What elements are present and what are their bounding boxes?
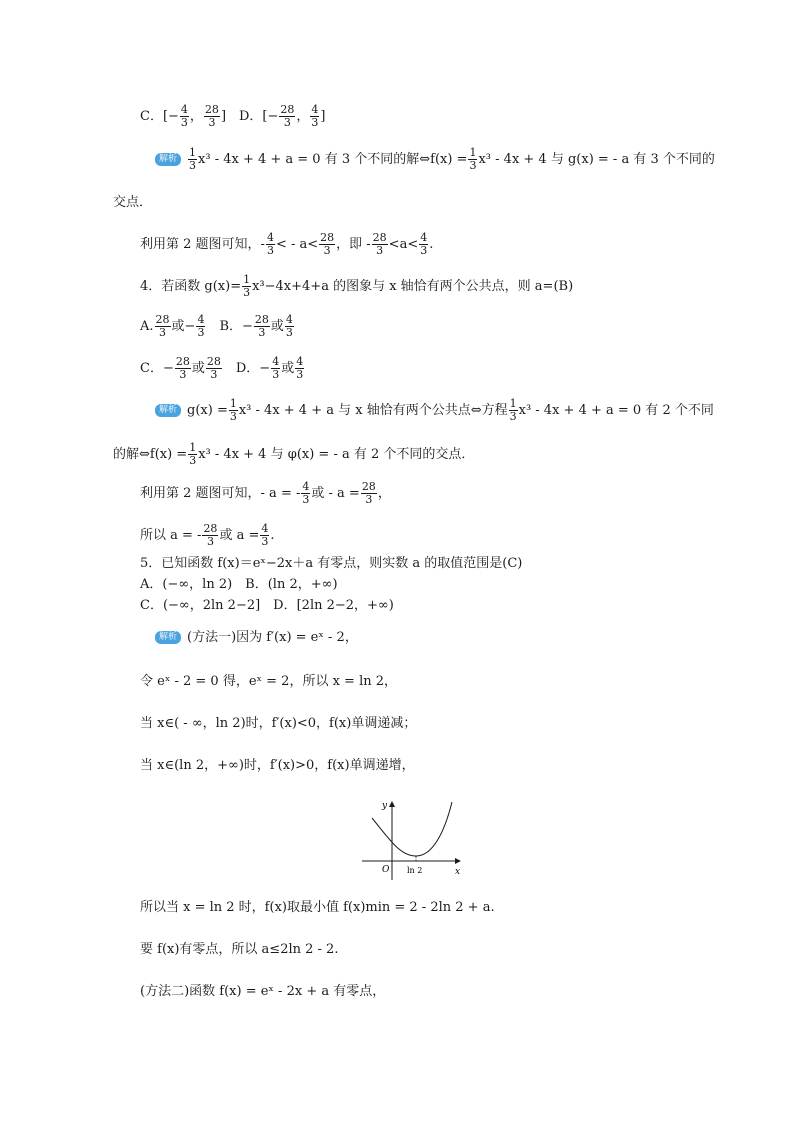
fraction: $\frac{4}{3}$ bbox=[285, 313, 293, 339]
function-graph bbox=[360, 798, 470, 882]
q4-analysis-line4: 所以 a = - $\frac{28}{3}$ 或 a = $\frac{4}{3}$ . bbox=[140, 522, 275, 548]
fraction: $\frac{28}{3}$ bbox=[204, 103, 219, 129]
q5-analysis-line4: 当 x∈(ln 2，+∞)时，f′(x)>0，f(x)单调递增， bbox=[140, 758, 415, 773]
fraction: $\frac{1}{3}$ bbox=[229, 397, 237, 423]
q4-analysis-line3: 利用第 2 题图可知，- a = - $\frac{4}{3}$ 或 - a = $\frac{28}{3}$ ， bbox=[140, 480, 391, 506]
fraction: $\frac{4}{3}$ bbox=[272, 355, 280, 381]
fraction: $\frac{4}{3}$ bbox=[302, 480, 310, 506]
origin-label: O bbox=[382, 865, 390, 875]
analysis-badge: 解析 bbox=[155, 631, 181, 644]
q5-stem: 5．已知函数 f(x)＝eˣ−2x＋a 有零点，则实数 a 的取值范围是(C) bbox=[140, 556, 523, 571]
fraction: $\frac{28}{3}$ bbox=[155, 313, 170, 339]
fraction: $\frac{1}{3}$ bbox=[469, 146, 477, 172]
q5-analysis-line3: 当 x∈( - ∞，ln 2)时，f′(x)<0，f(x)单调递减； bbox=[140, 716, 417, 731]
fraction: $\frac{28}{3}$ bbox=[254, 313, 269, 339]
y-label: y bbox=[382, 801, 388, 811]
fraction: $\frac{1}{3}$ bbox=[189, 146, 197, 172]
fraction: $\frac{4}{3}$ bbox=[420, 231, 428, 257]
fraction: $\frac{28}{3}$ bbox=[175, 355, 190, 381]
q5-analysis-line7: (方法二)函数 f(x) = eˣ - 2x + a 有零点， bbox=[140, 984, 386, 999]
min-label: ln 2 bbox=[407, 866, 423, 875]
q5-options-cd: C．(−∞，2ln 2−2] D．[2ln 2−2，+∞) bbox=[140, 598, 394, 613]
q4-options-cd: C．− $\frac{28}{3}$ 或 $\frac{28}{3}$ D．− $\frac{4}{3}$ 或 $\frac{4}{3}$ bbox=[140, 355, 304, 381]
q3-options: C．[− $\frac{4}{3}$ ， $\frac{28}{3}$ ] D．[− $\frac{28}{3}$ ， $\frac{4}{3}$ ] bbox=[140, 103, 326, 129]
q3-analysis-line3: 利用第 2 题图可知，- $\frac{4}{3}$ < - a< $\frac{28}{3}$ ，即 - $\frac{28}{3}$ <a< $\frac{4}{3}$ . bbox=[140, 231, 434, 257]
x-label: x bbox=[455, 867, 461, 877]
q4-options-ab: A. $\frac{28}{3}$ 或− $\frac{4}{3}$ B．− $\frac{28}{3}$ 或 $\frac{4}{3}$ bbox=[140, 313, 293, 339]
fraction: $\frac{4}{3}$ bbox=[261, 522, 269, 548]
fraction: $\frac{4}{3}$ bbox=[180, 103, 188, 129]
q5-analysis-line5: 所以当 x = ln 2 时，f(x)取最小值 f(x)min = 2 - 2ln 2 + a. bbox=[140, 900, 495, 915]
q4-stem: 4．若函数 g(x)= $\frac{1}{3}$ x³−4x+4+a 的图象与 x 轴恰有两个公共点，则 a=(B) bbox=[140, 273, 574, 299]
q5-analysis-line1: 解析 (方法一)因为 f′(x) = eˣ - 2， bbox=[155, 628, 358, 648]
analysis-badge: 解析 bbox=[155, 404, 181, 417]
fraction: $\frac{28}{3}$ bbox=[280, 103, 295, 129]
fraction: $\frac{28}{3}$ bbox=[203, 522, 218, 548]
fraction: $\frac{28}{3}$ bbox=[206, 355, 221, 381]
q4-analysis-line2: 的解⇔f(x) = $\frac{1}{3}$ x³ - 4x + 4 与 φ(x) = - a 有 2 个不同的交点． bbox=[113, 441, 475, 467]
fraction: $\frac{28}{3}$ bbox=[372, 231, 387, 257]
q3-analysis-line2: 交点． bbox=[113, 195, 153, 210]
fraction: $\frac{4}{3}$ bbox=[311, 103, 319, 129]
q5-analysis-line6: 要 f(x)有零点，所以 a≤2ln 2 - 2. bbox=[140, 942, 339, 957]
fraction: $\frac{1}{3}$ bbox=[243, 273, 251, 299]
fraction: $\frac{1}{3}$ bbox=[189, 441, 197, 467]
fraction: $\frac{28}{3}$ bbox=[361, 480, 376, 506]
q3-analysis-line1: 解析 $\frac{1}{3}$ x³ - 4x + 4 + a = 0 有 3 个不同的解⇔f(x) = $\frac{1}{3}$ x³ - 4x + 4 与 g(x) = - a 有 3 个不同的 bbox=[155, 147, 715, 172]
fraction: $\frac{4}{3}$ bbox=[197, 313, 205, 339]
q5-analysis-line2: 令 eˣ - 2 = 0 得，eˣ = 2，所以 x = ln 2， bbox=[140, 674, 398, 689]
fraction: $\frac{4}{3}$ bbox=[296, 355, 304, 381]
fraction: $\frac{28}{3}$ bbox=[320, 231, 335, 257]
fraction: $\frac{4}{3}$ bbox=[266, 231, 274, 257]
q5-options-ab: A．(−∞，ln 2) B．(ln 2，+∞) bbox=[140, 577, 338, 592]
analysis-badge: 解析 bbox=[155, 153, 181, 166]
q4-analysis-line1: 解析 g(x) = $\frac{1}{3}$ x³ - 4x + 4 + a 与 x 轴恰有两个公共点⇔方程 $\frac{1}{3}$ x³ - 4x + 4 + a = 0 有 2 个不同 bbox=[155, 398, 714, 423]
fraction: $\frac{1}{3}$ bbox=[509, 397, 517, 423]
